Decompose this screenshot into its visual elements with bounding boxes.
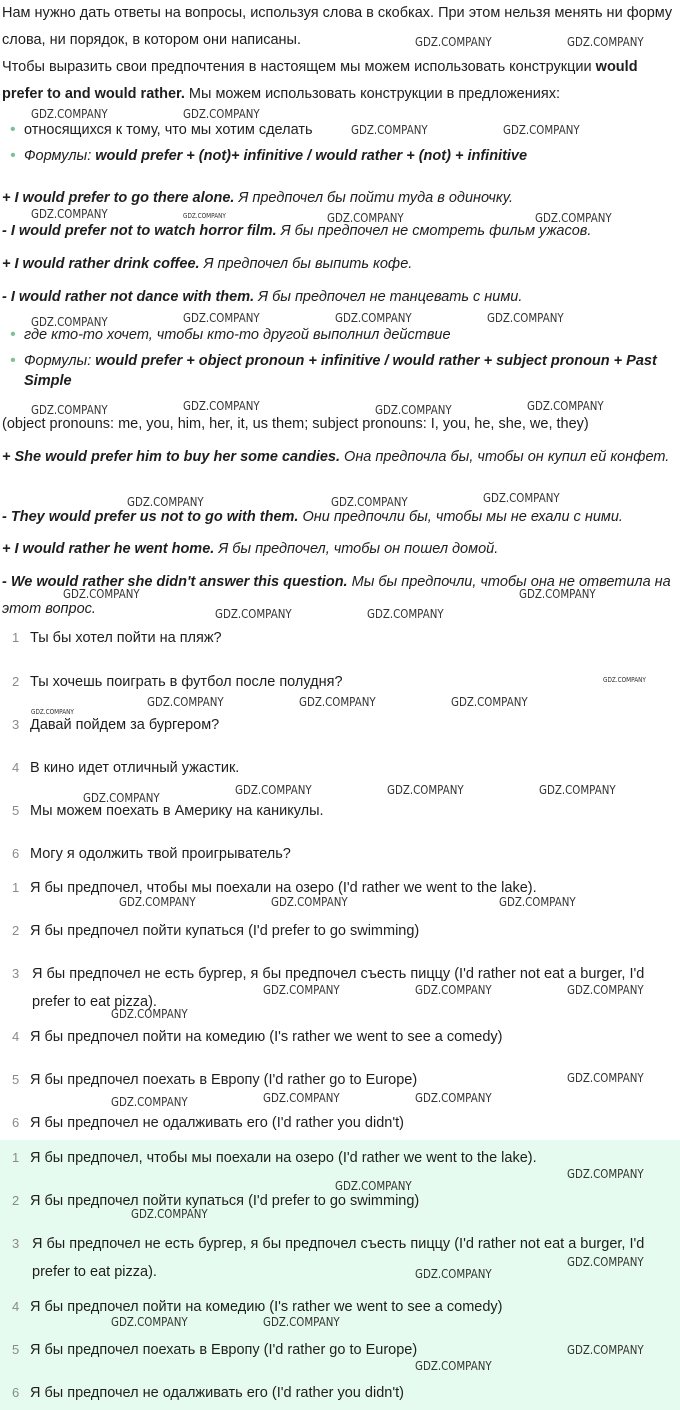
bullet-formula-2: • Формулы: would prefer + object pronoun + infinitive / would rather + subject pronoun + Past Simple xyxy=(10,351,674,391)
answer-item: 4 Я бы предпочел пойти на комедию (I's rather we went to see a comedy) xyxy=(12,1029,503,1045)
watermark: GDZ.COMPANY xyxy=(367,606,444,621)
question-item: 2 Ты хочешь поиграть в футбол после полудня? xyxy=(12,674,343,690)
watermark: GDZ.COMPANY xyxy=(335,310,412,325)
question-item: 1 Ты бы хотел пойти на пляж? xyxy=(12,630,222,646)
watermark: GDZ.COMPANY xyxy=(415,982,492,997)
watermark: GDZ.COMPANY xyxy=(539,782,616,797)
watermark: GDZ.COMPANY xyxy=(235,782,312,797)
pronouns-note: (object pronouns: me, you, him, her, it, us them; subject pronouns: I, you, he, she, we, they) xyxy=(2,416,589,432)
watermark: GDZ.COMPANY xyxy=(31,206,108,221)
watermark: GDZ.COMPANY xyxy=(499,894,576,909)
answer-item: 2 Я бы предпочел пойти купаться (I'd prefer to go swimming) xyxy=(12,1193,420,1209)
example-8: - We would rather she didn't answer this question. Мы бы предпочли, чтобы она не ответила на этот вопрос. xyxy=(2,574,671,617)
watermark: GDZ.COMPANY xyxy=(183,310,260,325)
watermark: GDZ.COMPANY xyxy=(327,210,404,225)
watermark: GDZ.COMPANY xyxy=(415,1358,492,1373)
answer-item: 5 Я бы предпочел поехать в Европу (I'd rather go to Europe) xyxy=(12,1342,418,1358)
watermark: GDZ.COMPANY xyxy=(375,402,452,417)
watermark: GDZ.COMPANY xyxy=(535,210,612,225)
watermark: GDZ.COMPANY xyxy=(31,106,108,121)
watermark: GDZ.COMPANY xyxy=(183,106,260,121)
watermark: GDZ.COMPANY xyxy=(31,314,108,329)
watermark: GDZ.COMPANY xyxy=(215,606,292,621)
watermark: GDZ.COMPANY xyxy=(483,490,560,505)
watermark: GDZ.COMPANY xyxy=(567,1254,644,1269)
watermark: GDZ.COMPANY xyxy=(415,1090,492,1105)
watermark: GDZ.COMPANY xyxy=(111,1006,188,1021)
answer-item: 2 Я бы предпочел пойти купаться (I'd prefer to go swimming) xyxy=(12,923,420,939)
watermark: GDZ.COMPANY xyxy=(567,982,644,997)
watermark: GDZ.COMPANY xyxy=(451,694,528,709)
watermark: GDZ.COMPANY xyxy=(351,122,428,137)
watermark: GDZ.COMPANY xyxy=(31,402,108,417)
question-item: 3 Давай пойдем за бургером? xyxy=(12,717,220,733)
watermark: GDZ.COMPANY xyxy=(127,494,204,509)
answer-box xyxy=(0,1140,680,1410)
answer-item: 1 Я бы предпочел, чтобы мы поехали на озеро (I'd rather we went to the lake). xyxy=(12,1150,537,1166)
example-1: + I would prefer to go there alone. Я предпочел бы пойти туда в одиночку. xyxy=(2,190,514,206)
answer-item: 3 Я бы предпочел не есть бургер, я бы предпочел съесть пиццу (I'd rather not eat a burger, I'd prefer to eat pizza). xyxy=(12,966,645,1010)
watermark: GDZ.COMPANY xyxy=(567,1166,644,1181)
watermark: GDZ.COMPANY xyxy=(603,676,646,684)
watermark: GDZ.COMPANY xyxy=(183,398,260,413)
watermark: GDZ.COMPANY xyxy=(527,398,604,413)
watermark: GDZ.COMPANY xyxy=(263,1314,340,1329)
watermark: GDZ.COMPANY xyxy=(183,212,226,220)
answer-item: 6 Я бы предпочел не одалживать его (I'd rather you didn't) xyxy=(12,1385,404,1401)
watermark: GDZ.COMPANY xyxy=(415,1266,492,1281)
intro-paragraph xyxy=(2,0,674,54)
watermark: GDZ.COMPANY xyxy=(119,894,196,909)
watermark: GDZ.COMPANY xyxy=(263,1090,340,1105)
watermark: GDZ.COMPANY xyxy=(335,1178,412,1193)
intro-constructions: Чтобы выразить свои предпочтения в настоящем мы можем использовать конструкции would prefer to and would rather. Мы можем использовать конструкции в предложениях: xyxy=(2,59,638,102)
watermark: GDZ.COMPANY xyxy=(263,982,340,997)
bullet-formula-1: • Формулы: would prefer + (not)+ infinitive / would rather + (not) + infinitive xyxy=(10,146,674,166)
answer-item: 3 Я бы предпочел не есть бургер, я бы предпочел съесть пиццу (I'd rather not eat a burger, I'd prefer to eat pizza). xyxy=(12,1236,645,1280)
watermark: GDZ.COMPANY xyxy=(567,1342,644,1357)
watermark: GDZ.COMPANY xyxy=(415,34,492,49)
watermark: GDZ.COMPANY xyxy=(299,694,376,709)
watermark: GDZ.COMPANY xyxy=(147,694,224,709)
question-item: 4 В кино идет отличный ужастик. xyxy=(12,760,240,776)
watermark: GDZ.COMPANY xyxy=(519,586,596,601)
answer-item: 4 Я бы предпочел пойти на комедию (I's rather we went to see a comedy) xyxy=(12,1299,503,1315)
answer-item: 1 Я бы предпочел, чтобы мы поехали на озеро (I'd rather we went to the lake). xyxy=(12,880,537,896)
watermark: GDZ.COMPANY xyxy=(487,310,564,325)
watermark: GDZ.COMPANY xyxy=(111,1094,188,1109)
example-7: + I would rather he went home. Я бы предпочел, чтобы он пошел домой. xyxy=(2,541,499,557)
bullet-other-person: • где кто-то хочет, чтобы кто-то другой выполнил действие xyxy=(10,325,674,345)
watermark: GDZ.COMPANY xyxy=(567,1070,644,1085)
example-2: - I would prefer not to watch horror film. Я бы предпочел не смотреть фильм ужасов. xyxy=(2,223,592,239)
example-6: - They would prefer us not to go with them. Они предпочли бы, чтобы мы не ехали с ними. xyxy=(2,509,623,525)
watermark: GDZ.COMPANY xyxy=(131,1206,208,1221)
watermark: GDZ.COMPANY xyxy=(567,34,644,49)
answer-item: 6 Я бы предпочел не одалживать его (I'd rather you didn't) xyxy=(12,1115,404,1131)
answer-item: 5 Я бы предпочел поехать в Европу (I'd rather go to Europe) xyxy=(12,1072,418,1088)
watermark: GDZ.COMPANY xyxy=(83,790,160,805)
intro-text: Нам нужно дать ответы на вопросы, используя слова в скобках. При этом нельзя менять ни форму слова, ни порядок, в котором они написаны. xyxy=(2,5,673,48)
watermark: GDZ.COMPANY xyxy=(111,1314,188,1329)
example-5: + She would prefer him to buy her some candies. Она предпочла бы, чтобы он купил ей конфет. xyxy=(2,449,670,465)
question-item: 6 Могу я одолжить твой проигрыватель? xyxy=(12,846,291,862)
watermark: GDZ.COMPANY xyxy=(387,782,464,797)
question-item: 5 Мы можем поехать в Америку на каникулы. xyxy=(12,803,324,819)
bullet-intent: • относящихся к тому, что мы хотим сделать xyxy=(10,120,674,140)
watermark: GDZ.COMPANY xyxy=(63,586,140,601)
watermark: GDZ.COMPANY xyxy=(331,494,408,509)
watermark: GDZ.COMPANY xyxy=(271,894,348,909)
watermark: GDZ.COMPANY xyxy=(503,122,580,137)
example-4: - I would rather not dance with them. Я бы предпочел не танцевать с ними. xyxy=(2,289,523,305)
watermark: GDZ.COMPANY xyxy=(31,708,74,716)
example-3: + I would rather drink coffee. Я предпочел бы выпить кофе. xyxy=(2,256,413,272)
